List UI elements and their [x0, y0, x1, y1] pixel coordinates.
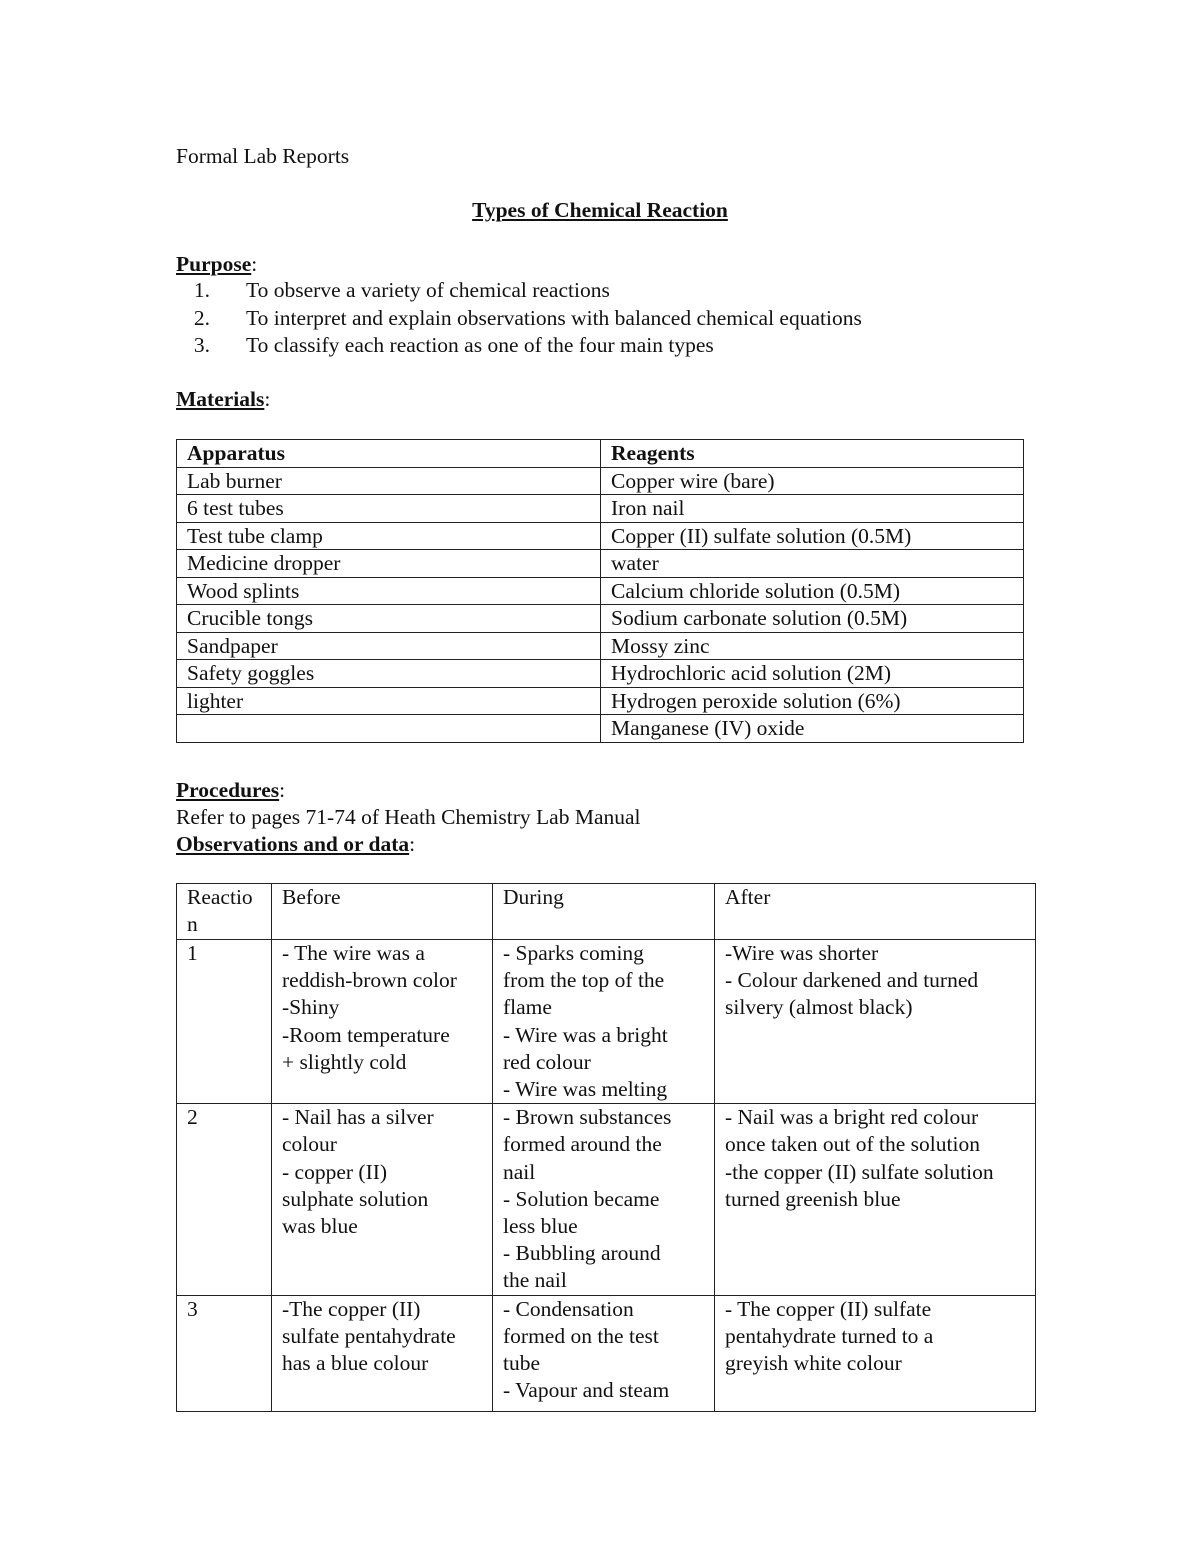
apparatus-cell: Sandpaper	[177, 632, 601, 660]
cell-line: -The copper (II)	[282, 1296, 421, 1321]
procedures-heading: Procedures:	[176, 778, 286, 802]
cell-line: -Shiny	[282, 995, 340, 1020]
reagent-cell: Iron nail	[601, 495, 1024, 523]
cell-line: nail	[503, 1159, 536, 1184]
during-cell	[493, 1295, 715, 1411]
cell-line: once taken out of the solution	[725, 1132, 980, 1157]
column-header-during: During	[493, 884, 715, 940]
table-row	[177, 632, 1024, 660]
cell-line: - Vapour and steam	[503, 1378, 670, 1403]
before-cell	[272, 1295, 493, 1411]
table-header-row	[177, 440, 1024, 468]
column-header-apparatus: Apparatus	[177, 440, 601, 468]
cell-line: - Bubbling around	[503, 1241, 661, 1266]
apparatus-cell: Medicine dropper	[177, 550, 601, 578]
apparatus-cell: Safety goggles	[177, 660, 601, 688]
reaction-number: 1	[177, 940, 272, 1104]
cell-line: - The copper (II) sulfate	[725, 1296, 932, 1321]
purpose-item: 3. To classify each reaction as one of the four main types	[193, 333, 714, 357]
cell-line: - Brown substances	[503, 1105, 672, 1130]
before-cell	[272, 1104, 493, 1295]
table-row	[177, 687, 1024, 715]
apparatus-cell: Crucible tongs	[177, 605, 601, 633]
table-row	[177, 577, 1024, 605]
observations-table	[176, 883, 1036, 1412]
cell-line: -Wire was shorter	[725, 941, 879, 965]
materials-heading: Materials:	[176, 387, 271, 411]
table-row	[177, 550, 1024, 578]
apparatus-cell: lighter	[177, 687, 601, 715]
cell-line: - Sparks coming	[503, 941, 644, 965]
cell-line: was blue	[282, 1214, 358, 1239]
apparatus-cell	[177, 715, 601, 743]
cell-line: + slightly cold	[282, 1049, 407, 1074]
table-row	[177, 467, 1024, 495]
reagent-cell: Copper wire (bare)	[601, 467, 1024, 495]
cell-line: tube	[503, 1351, 541, 1376]
cell-line: - Condensation	[503, 1296, 634, 1321]
cell-line: pentahydrate turned to a	[725, 1323, 934, 1348]
cell-line: - Wire was a bright	[503, 1022, 668, 1047]
cell-line: formed on the test	[503, 1323, 659, 1348]
table-row	[177, 940, 1036, 1104]
cell-line: from the top of the	[503, 968, 665, 993]
cell-line: - Colour darkened and turned	[725, 968, 979, 993]
cell-line: less blue	[503, 1214, 578, 1239]
after-cell	[715, 940, 1036, 1104]
cell-line: - Wire was melting	[503, 1077, 668, 1102]
during-cell	[493, 940, 715, 1104]
table-row	[177, 715, 1024, 743]
reagent-cell: Sodium carbonate solution (0.5M)	[601, 605, 1024, 633]
column-header-before: Before	[272, 884, 493, 940]
table-row	[177, 605, 1024, 633]
cell-line: - copper (II)	[282, 1159, 388, 1184]
cell-line: the nail	[503, 1268, 567, 1293]
reagent-cell: water	[601, 550, 1024, 578]
apparatus-cell: 6 test tubes	[177, 495, 601, 523]
reagent-cell: Copper (II) sulfate solution (0.5M)	[601, 522, 1024, 550]
purpose-item: 2. To interpret and explain observations with balanced chemical equations	[193, 305, 862, 330]
document-title: Types of Chemical Reaction	[472, 198, 728, 222]
reagent-cell: Mossy zinc	[601, 632, 1024, 660]
materials-table	[176, 439, 1024, 743]
cell-line: sulfate pentahydrate	[282, 1323, 456, 1348]
column-header-reagents: Reagents	[601, 440, 1024, 468]
table-row	[177, 1104, 1036, 1295]
reaction-number: 2	[177, 1104, 272, 1295]
during-cell	[493, 1104, 715, 1295]
reaction-number: 3	[177, 1295, 272, 1411]
cell-line: greyish white colour	[725, 1351, 902, 1376]
cell-line: sulphate solution	[282, 1186, 429, 1211]
reagent-cell: Hydrochloric acid solution (2M)	[601, 660, 1024, 688]
after-cell	[715, 1104, 1036, 1295]
cell-line: - Solution became	[503, 1186, 660, 1211]
reagent-cell: Hydrogen peroxide solution (6%)	[601, 687, 1024, 715]
cell-line: turned greenish blue	[725, 1186, 901, 1211]
purpose-item: 1. To observe a variety of chemical reactions	[193, 278, 610, 302]
purpose-heading: Purpose:	[176, 252, 258, 276]
cell-line: has a blue colour	[282, 1351, 429, 1376]
document-label: Formal Lab Reports	[176, 144, 350, 168]
after-cell	[715, 1295, 1036, 1411]
reagent-cell: Manganese (IV) oxide	[601, 715, 1024, 743]
apparatus-cell: Test tube clamp	[177, 522, 601, 550]
table-row	[177, 495, 1024, 523]
cell-line: red colour	[503, 1049, 591, 1074]
cell-line: formed around the	[503, 1132, 662, 1157]
purpose-list	[176, 277, 862, 360]
table-header-row	[177, 884, 1036, 940]
table-row	[177, 660, 1024, 688]
cell-line: colour	[282, 1132, 337, 1157]
cell-line: -Room temperature	[282, 1022, 450, 1047]
apparatus-cell: Lab burner	[177, 467, 601, 495]
cell-line: - Nail has a silver	[282, 1105, 434, 1130]
observations-heading: Observations and or data:	[176, 832, 416, 856]
table-row	[177, 1295, 1036, 1411]
column-header-after: After	[715, 884, 1036, 940]
reagent-cell: Calcium chloride solution (0.5M)	[601, 577, 1024, 605]
procedures-text: Refer to pages 71-74 of Heath Chemistry Lab Manual	[176, 805, 641, 829]
apparatus-cell: Wood splints	[177, 577, 601, 605]
table-row	[177, 522, 1024, 550]
cell-line: - The wire was a	[282, 941, 425, 965]
before-cell	[272, 940, 493, 1104]
cell-line: -the copper (II) sulfate solution	[725, 1159, 994, 1184]
cell-line: flame	[503, 995, 552, 1020]
cell-line: reddish-brown color	[282, 968, 457, 993]
cell-line: silvery (almost black)	[725, 995, 913, 1020]
cell-line: - Nail was a bright red colour	[725, 1105, 979, 1130]
column-header-reaction: Reactio n	[177, 884, 272, 940]
